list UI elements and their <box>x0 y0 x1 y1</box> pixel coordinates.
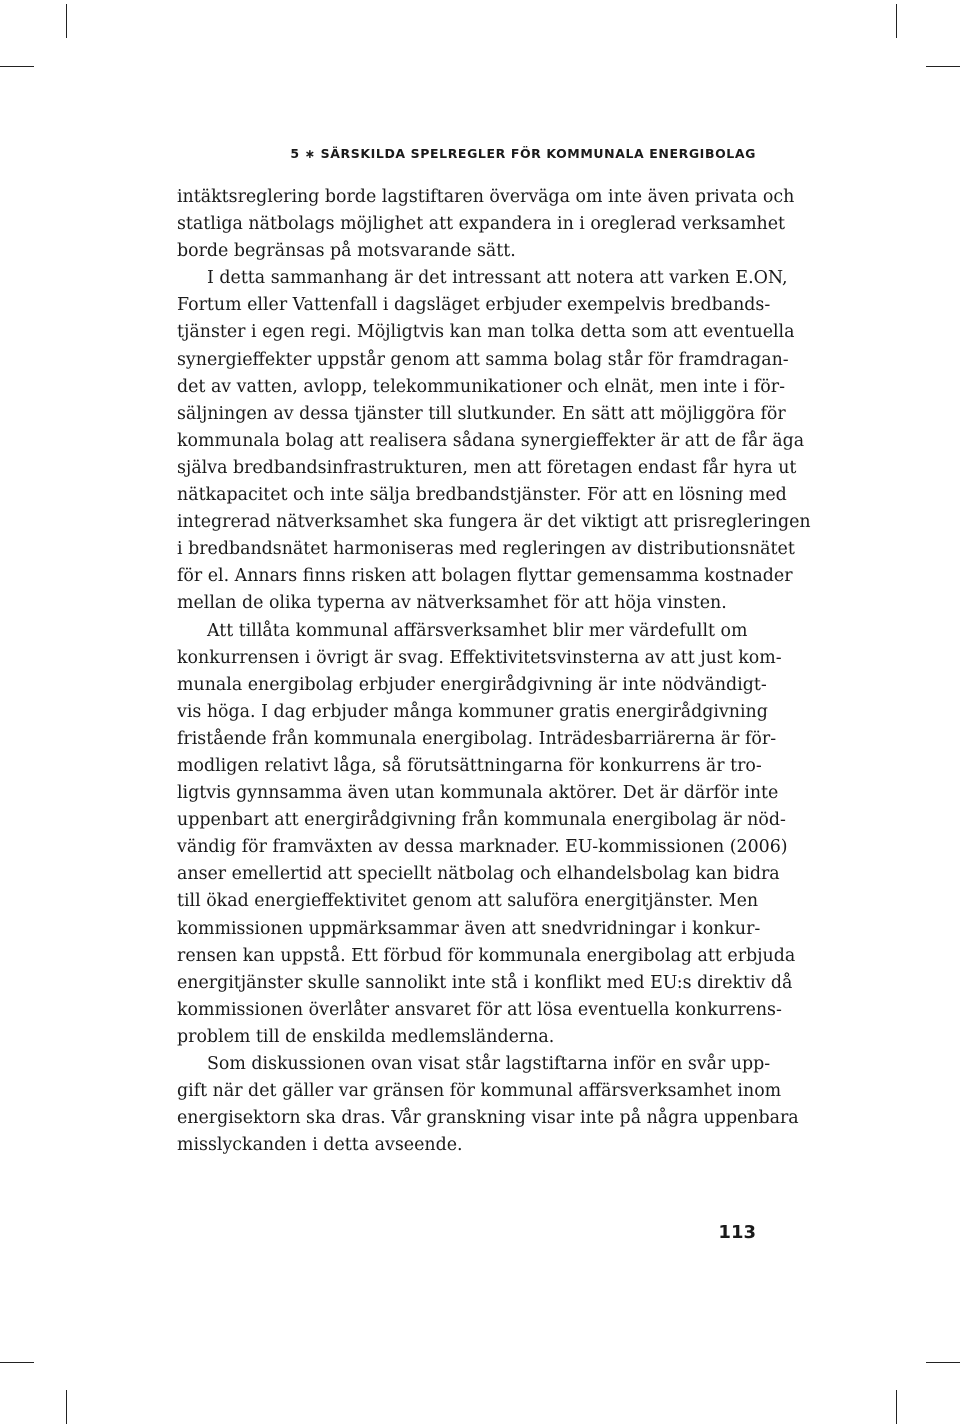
text-line: vis höga. I dag erbjuder många kommuner gratis energirådgivning <box>177 701 768 722</box>
text-line: borde begränsas på motsvarande sätt. <box>177 241 516 262</box>
text-line: tjänster i egen regi. Möjligtvis kan man tolka detta som att eventuella <box>177 322 795 343</box>
text-line: integrerad nätverksamhet ska fungera är det viktigt att prisregleringen <box>177 512 811 533</box>
text-line: problem till de enskilda medlemsländerna. <box>177 1026 555 1047</box>
text-line: I detta sammanhang är det intressant att notera att varken E.ON, <box>207 268 788 289</box>
text-line: uppenbart att energirådgivning från kommunala energibolag är nöd- <box>177 810 786 831</box>
text-line: i bredbandsnätet harmoniseras med regleringen av distributionsnätet <box>177 539 795 560</box>
text-line: rensen kan uppstå. Ett förbud för kommunala energibolag att erbjuda <box>177 945 796 966</box>
text-line: mellan de olika typerna av nätverksamhet för att höja vinsten. <box>177 593 727 614</box>
text-line: statliga nätbolags möjlighet att expandera in i oreglerad verksamhet <box>177 214 786 235</box>
crop-mark <box>896 4 897 38</box>
crop-mark <box>0 1362 34 1363</box>
text-line: energitjänster skulle sannolikt inte stå i konflikt med EU:s direktiv då <box>177 972 793 993</box>
text-line: för el. Annars finns risken att bolagen flyttar gemensamma kostnader <box>177 566 793 587</box>
body-text <box>177 184 811 1159</box>
text-line: modligen relativt låga, så förutsättningarna för konkurrens är tro- <box>177 755 762 776</box>
text-line: gift när det gäller var gränsen för kommunal affärsverksamhet inom <box>177 1081 782 1102</box>
text-line: Att tillåta kommunal affärsverksamhet blir mer värdefullt om <box>207 620 748 641</box>
text-line: ligtvis gynnsamma även utan kommunala aktörer. Det är därför inte <box>177 783 779 804</box>
running-head: 5 ∗ SÄRSKILDA SPELREGLER FÖR KOMMUNALA ENERGIBOLAG <box>290 146 756 161</box>
crop-mark <box>0 66 34 67</box>
text-line: kommissionen överlåter ansvaret för att lösa eventuella konkurrens- <box>177 999 782 1020</box>
text-line: till ökad energieffektivitet genom att saluföra energitjänster. Men <box>177 891 759 912</box>
crop-mark <box>66 4 67 38</box>
text-line: konkurrensen i övrigt är svag. Effektivitetsvinsterna av att just kom- <box>177 647 782 668</box>
text-line: anser emellertid att speciellt nätbolag och elhandelsbolag kan bidra <box>177 864 780 885</box>
text-line: synergieffekter uppstår genom att samma bolag står för framdragan- <box>177 349 789 370</box>
text-line: det av vatten, avlopp, telekommunikationer och elnät, men inte i för- <box>177 376 785 397</box>
text-line: fristående från kommunala energibolag. Inträdesbarriärerna är för- <box>177 728 777 749</box>
text-line: energisektorn ska dras. Vår granskning visar inte på några uppenbara <box>177 1108 799 1129</box>
crop-mark <box>926 1362 960 1363</box>
text-line: misslyckanden i detta avseende. <box>177 1135 463 1156</box>
crop-mark <box>926 66 960 67</box>
text-line: kommissionen uppmärksammar även att snedvridningar i konkur- <box>177 918 761 939</box>
crop-mark <box>896 1390 897 1424</box>
text-line: själva bredbandsinfrastrukturen, men att företagen endast får hyra ut <box>177 457 797 478</box>
text-line: intäktsreglering borde lagstiftaren överväga om inte även privata och <box>177 187 795 207</box>
text-line: nätkapacitet och inte sälja bredbandstjänster. För att en lösning med <box>177 485 787 506</box>
text-line: kommunala bolag att realisera sådana synergieffekter är att de får äga <box>177 430 805 451</box>
crop-mark <box>66 1390 67 1424</box>
text-line: Fortum eller Vattenfall i dagsläget erbjuder exempelvis bredbands- <box>177 295 771 316</box>
page-number: 113 <box>718 1222 756 1243</box>
text-line: munala energibolag erbjuder energirådgivning är inte nödvändigt- <box>177 674 767 695</box>
text-line: Som diskussionen ovan visat står lagstiftarna inför en svår upp- <box>207 1054 771 1074</box>
text-line: säljningen av dessa tjänster till slutkunder. En sätt att möjliggöra för <box>177 403 786 424</box>
text-line: vändig för framväxten av dessa marknader. EU-kommissionen (2006) <box>177 837 788 858</box>
